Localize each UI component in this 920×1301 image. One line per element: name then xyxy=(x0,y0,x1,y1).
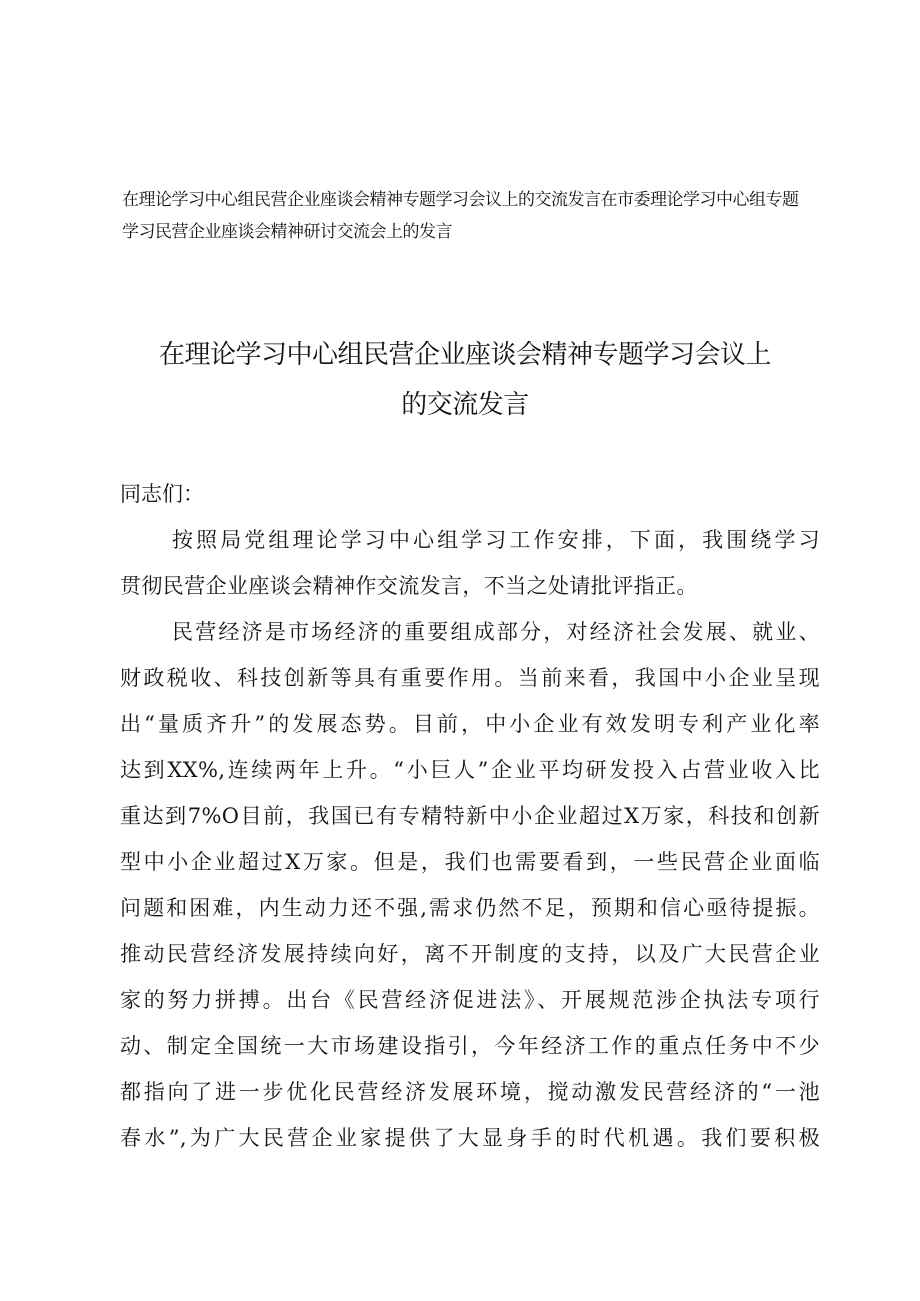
paragraph-line: 财政税收、科技创新等具有重要作用。当前来看，我国中小企业呈现 xyxy=(120,666,820,690)
paragraph-1 xyxy=(120,517,820,609)
paragraph-line: 出“量质齐升”的发展态势。目前，中小企业有效发明专利产业化率 xyxy=(120,712,820,736)
document-title-line-1: 在理论学习中心组民营企业座谈会精神专题学习会议上 xyxy=(158,340,771,370)
paragraph-line: 推动民营经济发展持续向好，离不开制度的支持，以及广大民营企业 xyxy=(120,942,820,966)
paragraph-2 xyxy=(120,609,820,1161)
paragraph-line: 达到XX%,连续两年上升。“小巨人”企业平均研发投入占营业收入比 xyxy=(120,758,820,782)
paragraph-line: 贯彻民营企业座谈会精神作交流发言，不当之处请批评指正。 xyxy=(120,574,698,598)
paragraph-line: 动、制定全国统一大市场建设指引，今年经济工作的重点任务中不少 xyxy=(120,1034,820,1058)
paragraph-line: 重达到7%O目前，我国已有专精特新中小企业超过X万家，科技和创新 xyxy=(120,804,820,828)
salutation: 同志们： xyxy=(120,482,204,506)
paragraph-line: 家的努力拼搏。出台《民营经济促进法》、开展规范涉企执法专项行 xyxy=(120,988,820,1012)
document-title-line-2: 的交流发言 xyxy=(401,390,529,420)
paragraph-line: 都指向了进一步优化民营经济发展环境，搅动激发民营经济的“一池 xyxy=(120,1080,820,1104)
document-body xyxy=(120,471,820,1161)
file-title: 在理论学习中心组民营企业座谈会精神专题学习会议上的交流发言在市委理论学习中心组专题学习民营企业座谈会精神研讨交流会上的发言 xyxy=(122,190,799,242)
paragraph-line: 春水”,为广大民营企业家提供了大显身手的时代机遇。我们要积极 xyxy=(120,1126,820,1150)
document-title xyxy=(120,330,810,430)
paragraph-line: 按照局党组理论学习中心组学习工作安排，下面，我围绕学习 xyxy=(172,528,820,552)
paragraph-line: 型中小企业超过X万家。但是，我们也需要看到，一些民营企业面临 xyxy=(120,850,820,874)
paragraph-line: 问题和困难，内生动力还不强,需求仍然不足，预期和信心亟待提振。 xyxy=(120,896,820,920)
paragraph-line: 民营经济是市场经济的重要组成部分，对经济社会发展、就业、 xyxy=(172,620,820,644)
